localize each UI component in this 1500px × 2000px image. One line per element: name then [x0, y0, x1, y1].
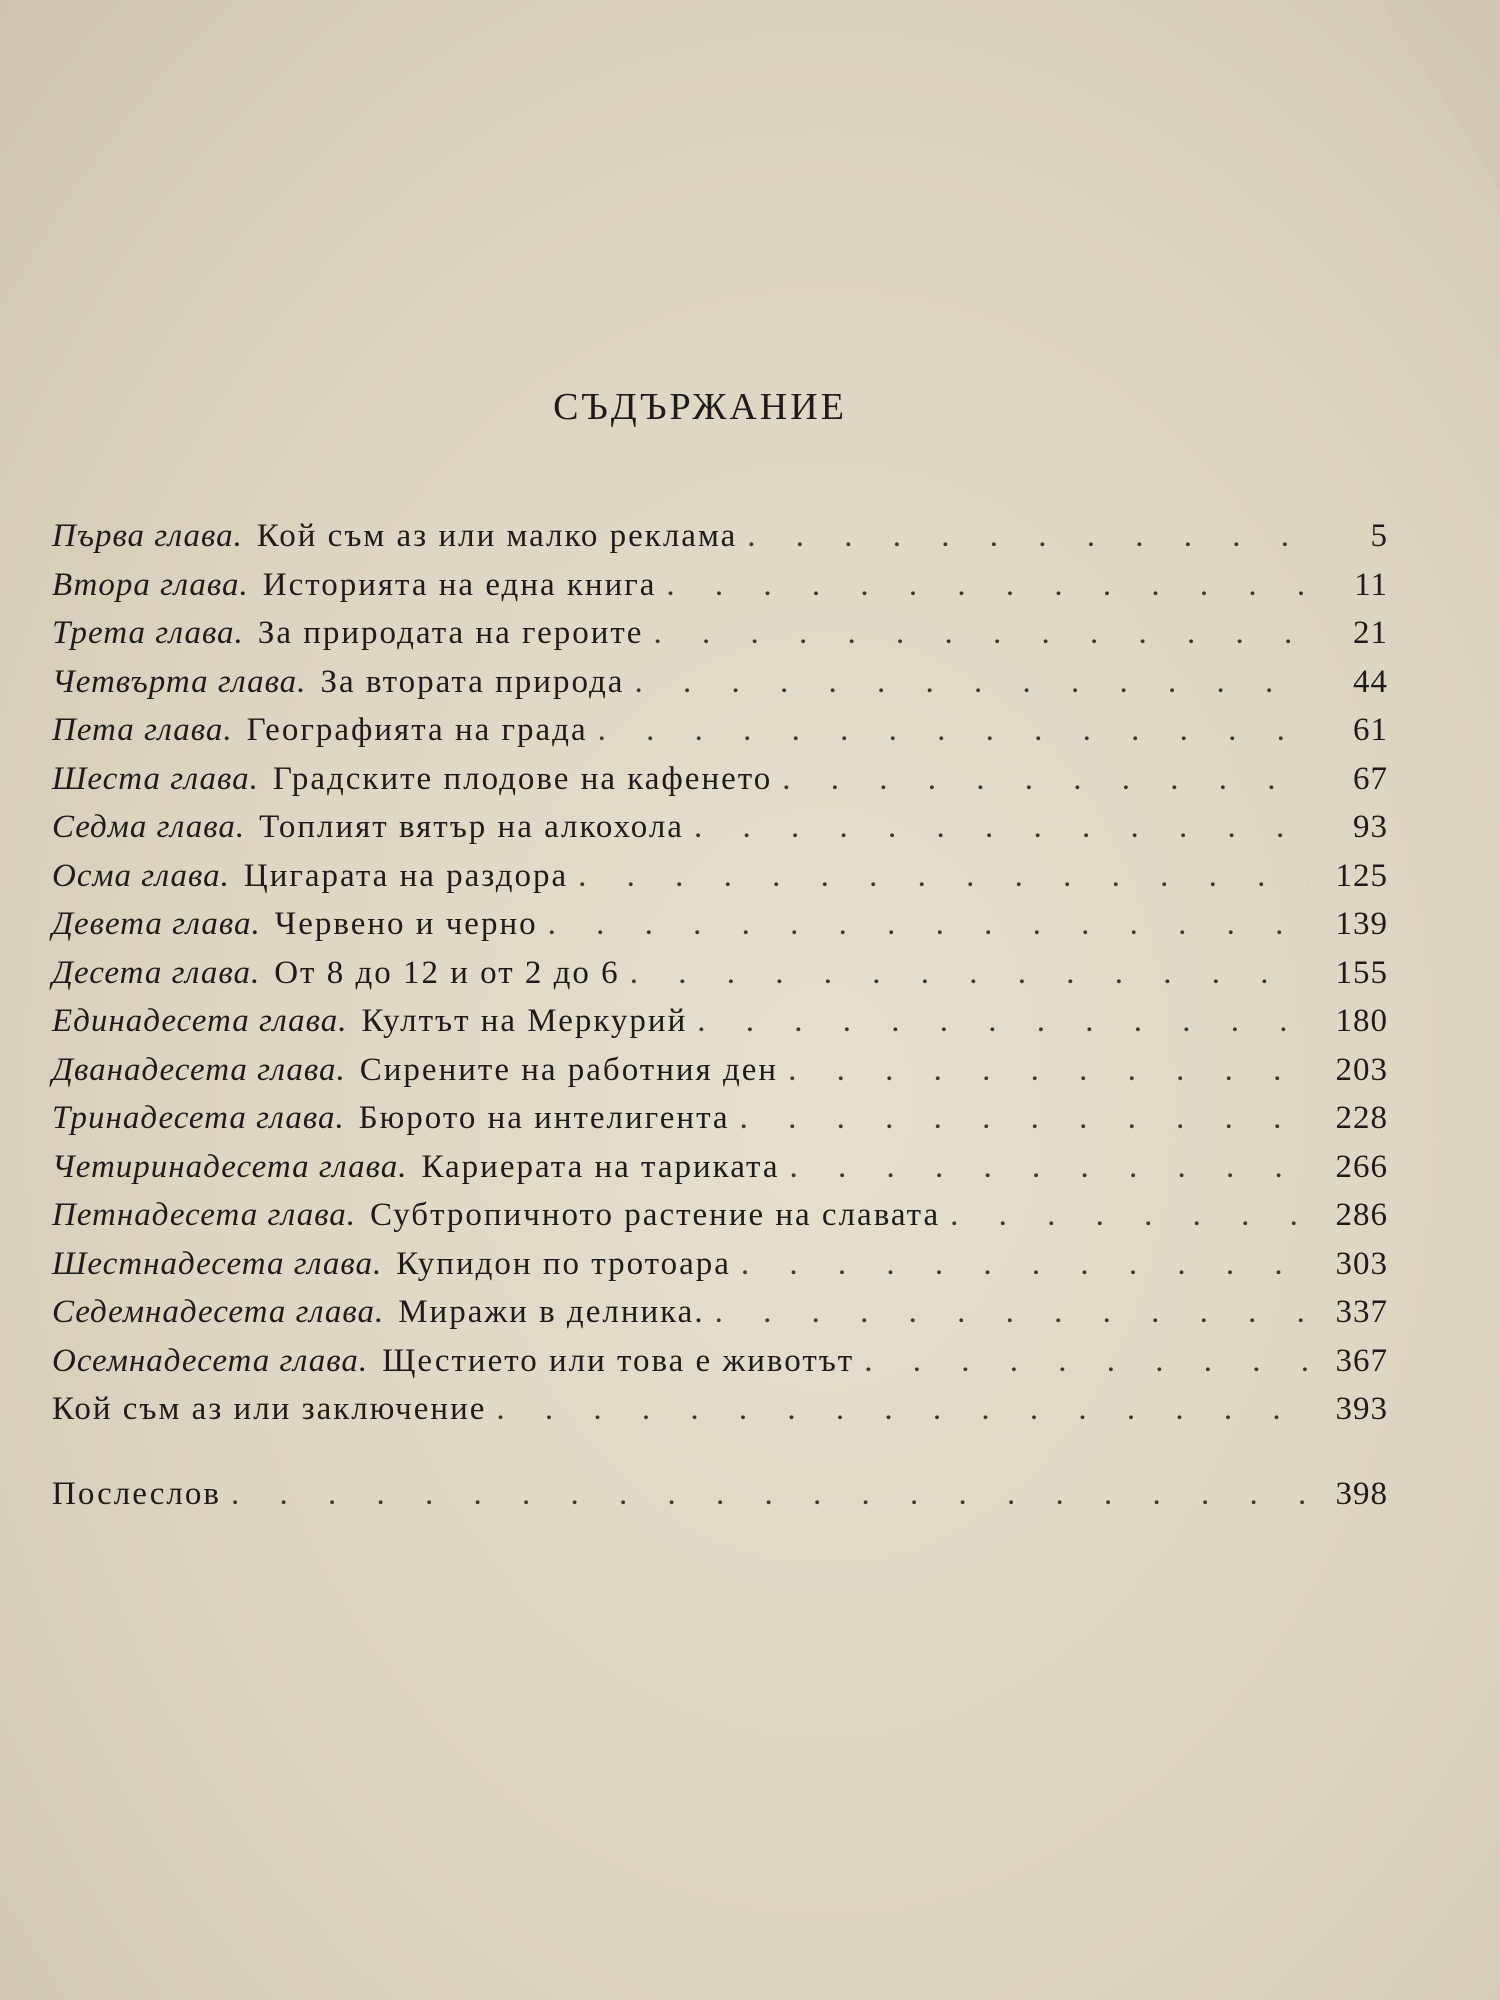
toc-page-number: 67 — [1353, 760, 1388, 797]
dot-leader — [653, 615, 1308, 652]
dot-leader — [578, 858, 1308, 895]
dot-leader — [598, 712, 1308, 749]
toc-entry — [52, 906, 1388, 955]
toc-entry — [52, 1246, 1388, 1295]
dot-leader — [697, 1003, 1308, 1040]
toc-entry-title: Червено и черно — [274, 906, 538, 942]
toc-page-number: 286 — [1335, 1197, 1388, 1233]
toc-entry-title: Историята на една книга — [262, 566, 657, 603]
toc-entry — [52, 955, 1388, 1004]
toc-page-number: 5 — [1370, 518, 1388, 554]
toc-page-number: 367 — [1335, 1342, 1388, 1379]
toc-chapter-label: Четвърта глава. — [52, 663, 307, 700]
dot-leader — [666, 567, 1308, 604]
toc-chapter-label: Втора глава. — [52, 566, 249, 603]
toc-chapter-label: Шеста глава. — [52, 760, 259, 797]
toc-entry-title: Сирените на работния ден — [359, 1051, 779, 1088]
afterword-page-number: 398 — [1335, 1475, 1388, 1512]
dot-leader — [741, 1246, 1308, 1283]
toc-entry — [52, 1052, 1388, 1101]
toc-page-number: 125 — [1335, 857, 1388, 894]
toc-chapter-label: Четиринадесета глава. — [52, 1148, 408, 1185]
dot-leader — [715, 1294, 1308, 1331]
toc-entry — [52, 518, 1388, 567]
toc-entry — [52, 712, 1388, 761]
toc-page-number: 155 — [1335, 954, 1388, 991]
toc-chapter-label: Осма глава. — [52, 857, 230, 894]
toc-page-number: 203 — [1335, 1051, 1388, 1088]
toc-entry-title: Географията на града — [246, 712, 588, 748]
toc-chapter-label: Десета глава. — [52, 954, 261, 991]
toc-entry — [52, 664, 1388, 713]
toc-page-number: 44 — [1353, 663, 1388, 700]
dot-leader — [630, 955, 1308, 992]
toc-entry-title: Култът на Меркурий — [361, 1003, 688, 1039]
toc-chapter-label: Седемнадесета глава. — [52, 1294, 385, 1330]
dot-leader — [864, 1343, 1308, 1380]
toc-chapter-label: Тринадесета глава. — [52, 1100, 345, 1136]
dot-leader — [747, 518, 1308, 555]
toc-entry-title: Кой съм аз или малко реклама — [256, 518, 738, 554]
toc-entry — [52, 567, 1388, 616]
page-title: СЪДЪРЖАНИЕ — [553, 386, 847, 429]
afterword-title: Послеслов — [52, 1475, 221, 1512]
dot-leader — [548, 906, 1308, 943]
toc-entry — [52, 761, 1388, 810]
toc-page-number: 180 — [1335, 1003, 1388, 1039]
dot-leader — [789, 1149, 1308, 1186]
toc-chapter-label: Петнадесета глава. — [52, 1197, 357, 1233]
toc-entry — [52, 1003, 1388, 1052]
toc-page-number: 393 — [1335, 1391, 1388, 1427]
toc-page-number: 228 — [1335, 1100, 1388, 1136]
toc-page-number: 337 — [1335, 1294, 1388, 1330]
dot-leader — [694, 809, 1308, 846]
dot-leader — [788, 1052, 1308, 1089]
toc-page-number: 21 — [1353, 615, 1388, 651]
toc-chapter-label: Пета глава. — [52, 712, 233, 748]
toc-entry-title: Миражи в делника. — [398, 1294, 705, 1330]
dot-leader — [740, 1100, 1308, 1137]
toc-entry — [52, 1294, 1388, 1343]
dot-leader — [950, 1197, 1308, 1234]
toc-entry-title: Градските плодове на кафенето — [272, 760, 773, 797]
toc-chapter-label: Шестнадесета глава. — [52, 1245, 383, 1282]
toc-page-number: 139 — [1335, 906, 1388, 942]
toc-entry — [52, 1149, 1388, 1198]
toc-entry-title: От 8 до 12 и от 2 до 6 — [274, 954, 620, 991]
toc-page-number: 93 — [1353, 809, 1388, 845]
toc-chapter-label: Трета глава. — [52, 615, 244, 651]
toc-chapter-label: Седма глава. — [52, 809, 246, 845]
dot-leader — [231, 1476, 1308, 1513]
toc-page-number: 61 — [1353, 712, 1388, 748]
toc-entry-title: Щестието или това е животът — [382, 1342, 855, 1379]
toc-entry-title: Цигарата на раздора — [243, 857, 569, 894]
toc-entry — [52, 1197, 1388, 1246]
toc-entry — [52, 1343, 1388, 1392]
dot-leader — [634, 664, 1308, 701]
toc-page-number: 11 — [1354, 566, 1388, 603]
toc-entry — [52, 1100, 1388, 1149]
toc-chapter-label: Дванадесета глава. — [52, 1051, 346, 1088]
toc-entry-title: За втората природа — [320, 663, 625, 700]
toc-entry — [52, 858, 1388, 907]
toc-entry-title: За природата на героите — [257, 615, 644, 651]
toc-chapter-label: Девета глава. — [52, 906, 261, 942]
page-corner-fold — [1380, 0, 1500, 190]
table-of-contents — [52, 518, 1388, 1524]
toc-afterword — [52, 1476, 1388, 1525]
toc-entry-title: Кой съм аз или заключение — [52, 1391, 487, 1427]
dot-leader — [496, 1391, 1308, 1428]
toc-chapter-label: Първа глава. — [52, 518, 243, 554]
toc-entry — [52, 809, 1388, 858]
toc-entry-title: Купидон по тротоара — [396, 1245, 731, 1282]
toc-entry-title: Бюрото на интелигента — [358, 1100, 730, 1136]
toc-entry-title: Кариерата на тариката — [421, 1148, 780, 1185]
toc-page-number: 303 — [1335, 1245, 1388, 1282]
toc-page-number: 266 — [1335, 1148, 1388, 1185]
toc-chapter-label: Единадесета глава. — [52, 1003, 348, 1039]
dot-leader — [782, 761, 1308, 798]
toc-entry-title: Субтропичното растение на славата — [370, 1197, 941, 1233]
toc-entry-title: Топлият вятър на алкохола — [259, 809, 684, 845]
toc-entry — [52, 1391, 1388, 1440]
toc-entry — [52, 615, 1388, 664]
toc-chapter-label: Осемнадесета глава. — [52, 1342, 369, 1379]
